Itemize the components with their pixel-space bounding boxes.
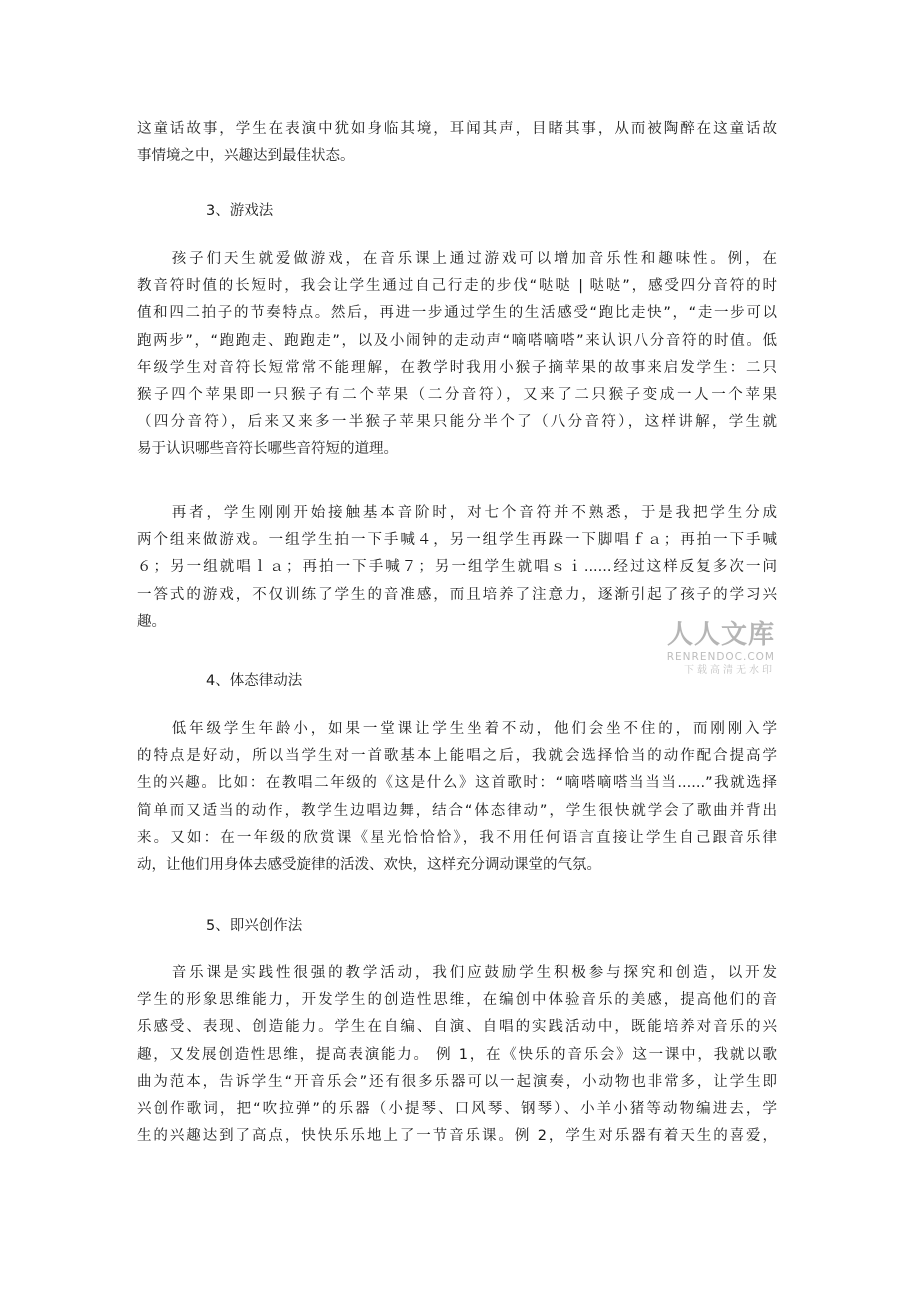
text-line: 这童话故事，学生在表演中犹如身临其境，耳闻其声，目睹其事，从而被陶醉在这童话故 (137, 121, 777, 137)
watermark (645, 620, 775, 677)
text-line: 年级学生对音符长短常常不能理解，在教学时我用小猴子摘苹果的故事来启发学生：二只 (137, 359, 777, 376)
text-line: （四分音符），后来又来多一半猴子苹果只能分半个了（八分音符），这样讲解，学生就 (137, 414, 777, 431)
text-line: 猴子四个苹果即一只猴子有二个苹果（二分音符），又来了二只猴子变成一人一个苹果 (137, 387, 777, 404)
text-line: 的特点是好动，所以当学生对一首歌基本上能唱之后，我就会选择恰当的动作配合提高学 (137, 748, 777, 765)
text-line: 孩子们天生就爱做游戏，在音乐课上通过游戏可以增加音乐性和趣味性。例，在 (137, 251, 777, 267)
text-line: 生的兴趣。比如：在教唱二年级的《这是什么》这首歌时：“嘀嗒嘀嗒当当当......”我就选择 (137, 775, 777, 792)
section-heading-body-rhythm: 4、体态律动法 (206, 673, 303, 689)
text-line: 来。又如：在一年级的欣赏课《星光恰恰恰》，我不用任何语言直接让学生自己跟音乐律 (137, 829, 777, 846)
text-line: 生的兴趣达到了高点，快快乐乐地上了一节音乐课。例 2，学生对乐器有着天生的喜爱， (137, 1128, 777, 1145)
section-heading-game: 3、游戏法 (206, 203, 274, 219)
watermark-url: RENRENDOC.COM (666, 651, 775, 663)
text-line: 低年级学生年龄小，如果一堂课让学生坐着不动，他们会坐不住的，而刚刚入学 (137, 721, 777, 737)
paragraph-game-1 (137, 246, 777, 464)
text-line: 值和四二拍子的节奏特点。然后，再进一步通过学生的生活感受“跑比走快”，“走一步可以 (137, 305, 777, 322)
text-line: 一答式的游戏，不仅训练了学生的音准感，而且培养了注意力，逐渐引起了孩子的学习兴 (137, 586, 777, 603)
text-line: 趣。 (137, 613, 166, 630)
paragraph-improv (137, 960, 777, 1150)
text-line: 乐感受、表现、创造能力。学生在自编、自演、自唱的实践活动中，既能培养对音乐的兴 (137, 1019, 777, 1036)
text-line: 事情境之中，兴趣达到最佳状态。 (137, 148, 355, 165)
paragraph-intro (137, 116, 777, 170)
text-line: 曲为范本，告诉学生“开音乐会”还有很多乐器可以一起演奏，小动物也非常多，让学生即 (137, 1073, 777, 1090)
watermark-title: 人人文库 (666, 620, 775, 650)
text-line: 学生的形象思维能力，开发学生的创造性思维，在编创中体验音乐的美感，提高他们的音 (137, 992, 777, 1009)
text-line: ６；另一组就唱ｌａ；再拍一下手喊７；另一组学生就唱ｓｉ......经过这样反复多次一问 (137, 559, 777, 576)
text-line: 再者，学生刚刚开始接触基本音阶时，对七个音符并不熟悉，于是我把学生分成 (137, 505, 777, 521)
text-line: 简单而又适当的动作，教学生边唱边舞，结合“体态律动”，学生很快就学会了歌曲并背出 (137, 802, 777, 819)
text-line: 跑两步”，“跑跑走、跑跑走”，以及小闹钟的走动声“嘀嗒嘀嗒”来认识八分音符的时值。低 (137, 332, 777, 349)
paragraph-game-2 (137, 500, 777, 636)
text-line: 易于认识哪些音符长哪些音符短的道理。 (137, 441, 398, 458)
text-line: 动，让他们用身体去感受旋律的活泼、欢快，这样充分调动课堂的气氛。 (137, 857, 601, 874)
text-line: 音乐课是实践性很强的教学活动，我们应鼓励学生积极参与探究和创造，以开发 (137, 965, 777, 981)
text-line: 两个组来做游戏。一组学生拍一下手喊４，另一组学生再跺一下脚唱ｆａ；再拍一下手喊 (137, 532, 777, 549)
paragraph-body-rhythm (137, 716, 777, 879)
watermark-subtitle: 下载高清无水印 (684, 665, 775, 676)
text-line: 兴创作歌词，把“吹拉弹”的乐器（小提琴、口风琴、钢琴）、小羊小猪等动物编进去，学 (137, 1101, 777, 1118)
text-line: 趣，又发展创造性思维，提高表演能力。 例 1，在《快乐的音乐会》这一课中，我就以歌 (137, 1046, 777, 1063)
section-heading-improv: 5、即兴创作法 (206, 918, 303, 934)
text-line: 教音符时值的长短时，我会让学生通过自己行走的步伐“哒哒 | 哒哒”，感受四分音符的时 (137, 278, 777, 295)
